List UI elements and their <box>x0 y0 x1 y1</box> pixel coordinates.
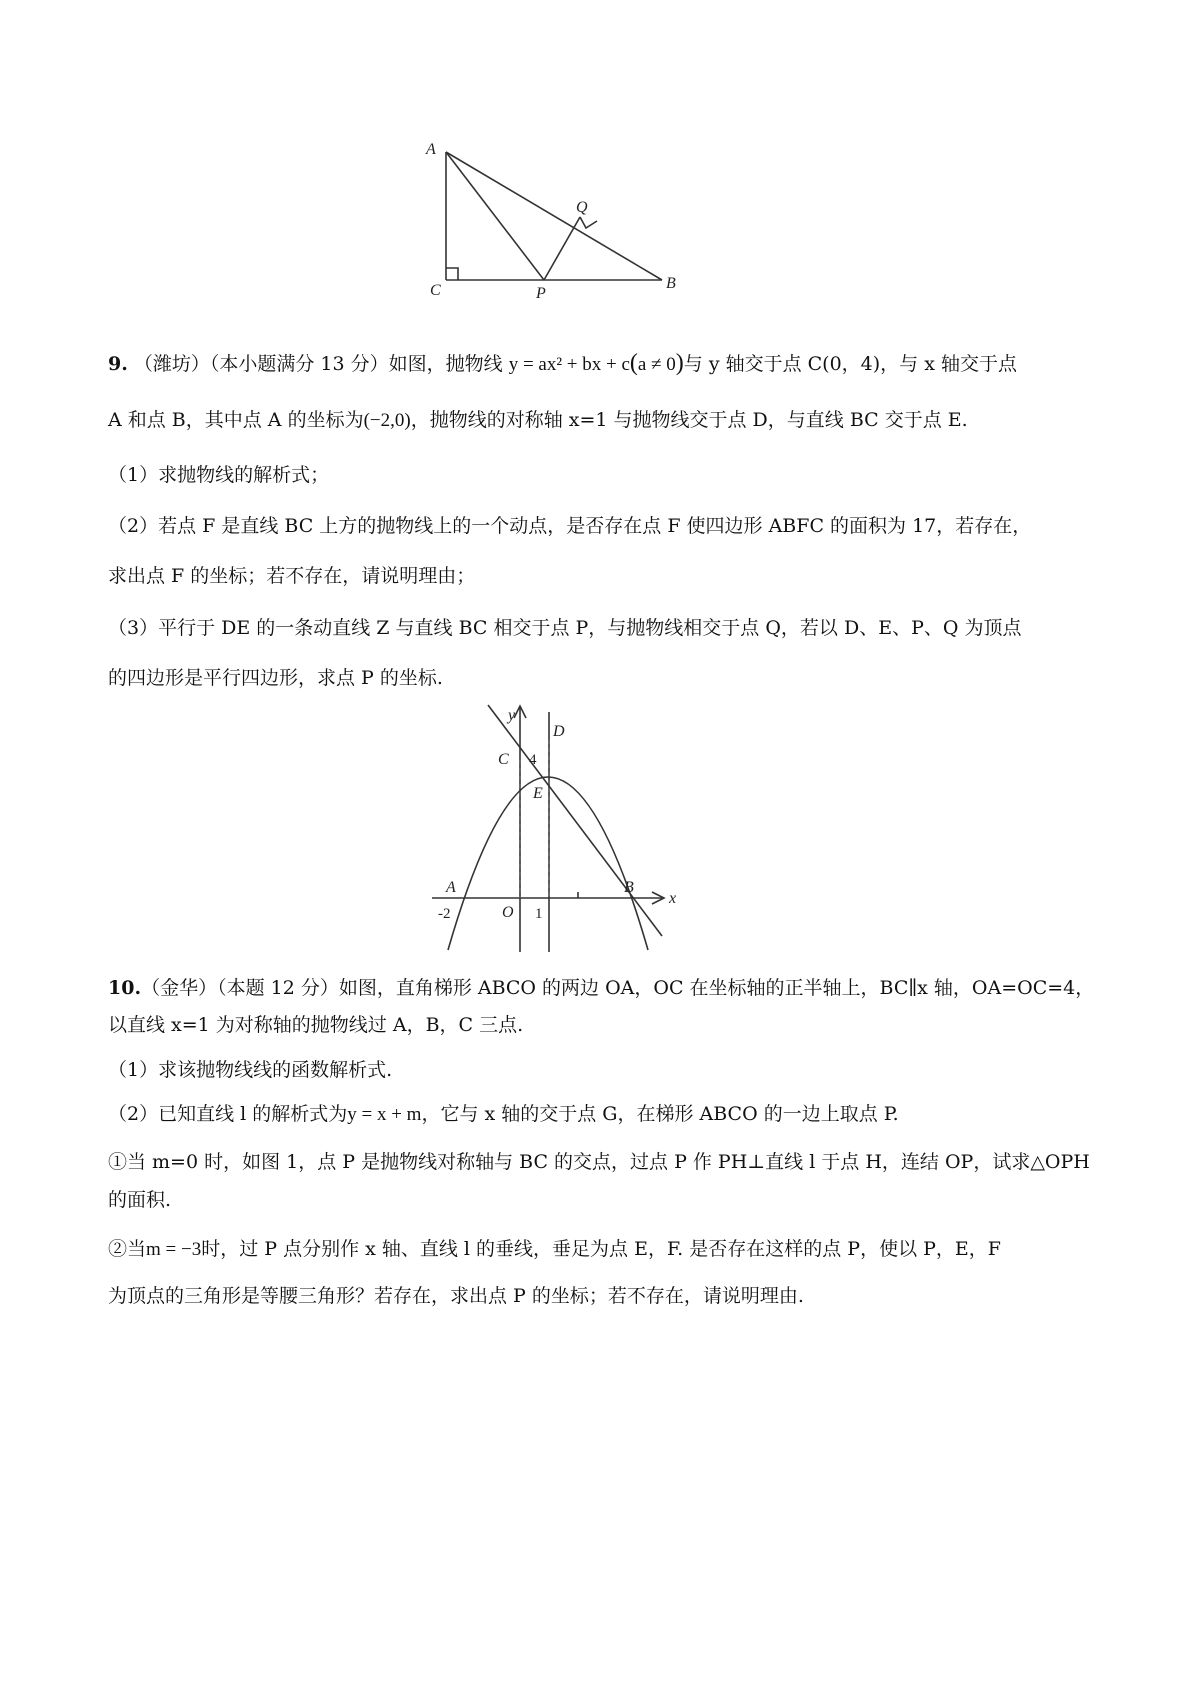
label-b: B <box>666 275 676 292</box>
label-x: x <box>669 890 677 907</box>
segment-ap <box>446 152 544 280</box>
tick-label-4: 4 <box>529 752 537 768</box>
right-angle-mark-q <box>580 217 597 228</box>
q10-part-2-rest: ，它与 x 轴的交于点 G，在梯形 ABCO 的一边上取点 P. <box>421 1103 899 1125</box>
label-e: E <box>533 785 543 802</box>
q10-sub-1-line-1: ①当 m=0 时，如图 1，点 P 是抛物线对称轴与 BC 的交点，过点 P 作 PH⊥直线 l 于点 H，连结 OP，试求△OPH <box>108 1151 1090 1173</box>
q10-sub-2-start: ②当 <box>108 1238 147 1260</box>
q10-sub-2-line-2: 为顶点的三角形是等腰三角形？若存在，求出点 P 的坐标；若不存在，请说明理由. <box>108 1285 804 1307</box>
q9-cond-close: ) <box>675 350 684 376</box>
q9-number: 9. <box>108 353 128 375</box>
line-bc <box>488 705 662 936</box>
q10-part-2 <box>108 1101 899 1128</box>
q10-line-l-equation: y = x + m <box>347 1104 422 1125</box>
segment-pq <box>544 217 580 280</box>
q9-part-3-line-1: （3）平行于 DE 的一条动直线 Z 与直线 BC 相交于点 P，与抛物线相交于点 Q，若以 D、E、P、Q 为顶点 <box>108 617 1022 639</box>
parabola-curve <box>448 777 648 950</box>
q10-part-2-start: （2）已知直线 l 的解析式为 <box>108 1103 348 1125</box>
q9-line-2 <box>108 407 968 434</box>
q10-line-1 <box>108 975 1094 1001</box>
q10-part-1: （1）求该抛物线线的函数解析式. <box>108 1059 393 1081</box>
q9-part-2-line-1: （2）若点 F 是直线 BC 上方的抛物线上的一个动点，是否存在点 F 使四边形 ABFC 的面积为 17，若存在， <box>108 515 1032 537</box>
q9-source: （潍坊）（本小题满分 13 分）如图，抛物线 <box>133 353 509 375</box>
figure-right-triangle <box>420 130 700 320</box>
label-y: y <box>508 707 516 724</box>
right-angle-mark-c <box>446 268 458 280</box>
q9-line-1-rest: 与 y 轴交于点 C(0，4)，与 x 轴交于点 <box>683 353 1017 375</box>
label-a: A <box>426 141 436 158</box>
q9-line-1 <box>108 350 1017 378</box>
q10-line-1-text: （金华）（本题 12 分）如图，直角梯形 ABCO 的两边 OA，OC 在坐标轴的正半轴上，BC∥x 轴，OA=OC=4， <box>141 977 1095 999</box>
label-p: P <box>536 285 546 302</box>
label-q: Q <box>576 199 588 216</box>
q10-sub-1-line-2: 的面积. <box>108 1189 172 1211</box>
label-a: A <box>446 879 456 896</box>
tick-label-1: 1 <box>535 906 543 922</box>
label-c: C <box>498 751 509 768</box>
q10-line-2: 以直线 x=1 为对称轴的抛物线过 A，B，C 三点. <box>108 1014 524 1036</box>
q9-part-3-line-2: 的四边形是平行四边形，求点 P 的坐标. <box>108 667 443 689</box>
q9-part-2-line-2: 求出点 F 的坐标；若不存在，请说明理由； <box>108 565 476 587</box>
q9-coord-a: (−2,0) <box>363 410 411 431</box>
q9-cond-open: ( <box>629 350 638 376</box>
q9-cond: a ≠ 0 <box>637 354 676 375</box>
tick-label-neg2: -2 <box>438 906 451 922</box>
figure-parabola <box>428 700 708 955</box>
label-o: O <box>502 904 514 921</box>
q10-sub-2-line-1 <box>108 1236 1001 1263</box>
q9-line-2-start: A 和点 B，其中点 A 的坐标为 <box>108 409 364 431</box>
q9-part-1: （1）求抛物线的解析式； <box>108 464 330 486</box>
label-c: C <box>430 282 441 299</box>
q10-sub-2-rest: 时，过 P 点分别作 x 轴、直线 l 的垂线，垂足为点 E，F. 是否存在这样的点 P，使以 P，E，F <box>201 1238 1001 1260</box>
q10-number: 10. <box>108 977 142 999</box>
label-d: D <box>553 723 565 740</box>
q9-parabola-equation: y = ax² + bx + c <box>508 354 630 375</box>
segment-ab <box>446 152 662 280</box>
q9-line-2-rest: ，抛物线的对称轴 x=1 与抛物线交于点 D，与直线 BC 交于点 E. <box>410 409 968 431</box>
label-b: B <box>624 879 634 896</box>
q10-m-value: m = −3 <box>146 1239 202 1260</box>
